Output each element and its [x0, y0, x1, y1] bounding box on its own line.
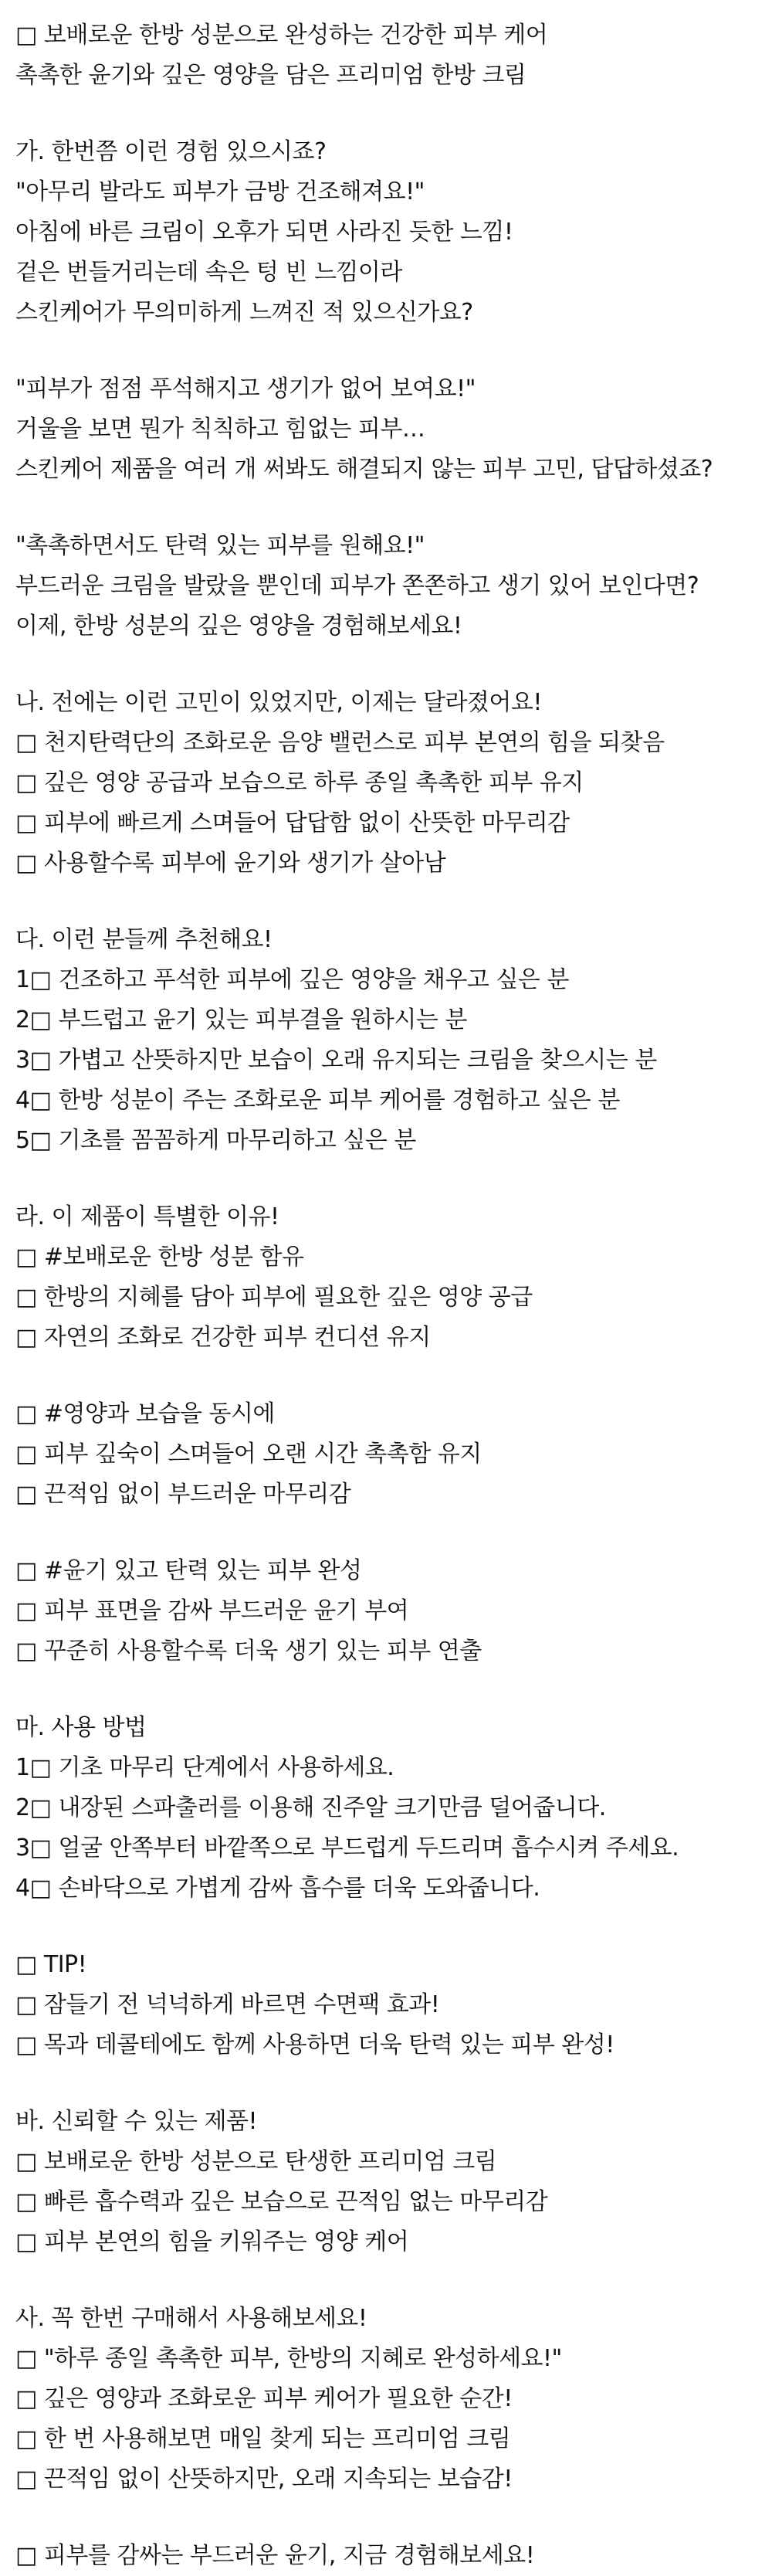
text-line: 촉촉한 윤기와 깊은 영양을 담은 프리미엄 한방 크림 [15, 62, 527, 89]
text-block [15, 526, 772, 647]
text-line: □ 잠들기 전 넉넉하게 바르면 수면팩 효과! [15, 1991, 440, 2018]
text-line: 3□ 가볍고 산뜻하지만 보습이 오래 유지되는 크림을 찾으시는 분 [15, 1047, 657, 1074]
text-block [15, 920, 772, 1161]
text-line: 2□ 내장된 스파출러를 이용해 진주알 크기만큼 덜어줍니다. [15, 1794, 606, 1821]
text-line: 4□ 손바닥으로 가볍게 감싸 흡수를 더욱 도와줍니다. [15, 1875, 540, 1902]
text-line: □ 꾸준히 사용할수록 더욱 생기 있는 피부 연출 [15, 1638, 482, 1665]
text-line: 스킨케어가 무의미하게 느껴진 적 있으신가요? [15, 299, 473, 326]
text-line: 2□ 부드럽고 윤기 있는 피부결을 원하시는 분 [15, 1006, 467, 1033]
text-line: □ "하루 종일 촉촉한 피부, 한방의 지혜로 완성하세요!" [15, 2345, 562, 2372]
text-line: □ 끈적임 없이 부드러운 마무리감 [15, 1481, 351, 1508]
text-line: □ 피부 표면을 감싸 부드러운 윤기 부여 [15, 1597, 409, 1624]
text-line: 거울을 보면 뭔가 칙칙하고 힘없는 피부… [15, 416, 425, 443]
text-line: □ #윤기 있고 탄력 있는 피부 완성 [15, 1557, 362, 1584]
text-line: □ 목과 데콜테에도 함께 사용하면 더욱 탄력 있는 피부 완성! [15, 2031, 615, 2058]
text-block [15, 15, 772, 96]
text-line: 사. 꼭 한번 구매해서 사용해보세요! [15, 2305, 367, 2332]
text-block [15, 1394, 772, 1515]
text-line: 아침에 바른 크림이 오후가 되면 사라진 듯한 느낌! [15, 219, 513, 246]
text-line: 마. 사용 방법 [15, 1714, 147, 1741]
text-line: □ 피부 깊숙이 스며들어 오랜 시간 촉촉함 유지 [15, 1441, 482, 1468]
text-block [15, 1551, 772, 1672]
text-line: □ 보배로운 한방 성분으로 탄생한 프리미엄 크림 [15, 2148, 497, 2175]
text-line: "촉촉하면서도 탄력 있는 피부를 원해요!" [15, 532, 425, 559]
text-line: 가. 한번쯤 이런 경험 있으시죠? [15, 138, 327, 165]
text-line: □ 깊은 영양 공급과 보습으로 하루 종일 촉촉한 피부 유지 [15, 769, 584, 796]
text-line: 이제, 한방 성분의 깊은 영양을 경험해보세요! [15, 613, 462, 640]
text-line: 3□ 얼굴 안쪽부터 바깥쪽으로 부드럽게 두드리며 흡수시켜 주세요. [15, 1834, 679, 1862]
text-line: □ 천지탄력단의 조화로운 음양 밸런스로 피부 본연의 힘을 되찾음 [15, 729, 665, 756]
text-line: 1□ 건조하고 푸석한 피부에 깊은 영양을 채우고 싶은 분 [15, 966, 569, 993]
text-line: 나. 전에는 이런 고민이 있었지만, 이제는 달라졌어요! [15, 689, 542, 716]
text-line: □ #보배로운 한방 성분 함유 [15, 1244, 304, 1271]
text-line: 다. 이런 분들께 추천해요! [15, 926, 273, 953]
text-line: 5□ 기초를 꼼꼼하게 마무리하고 싶은 분 [15, 1127, 416, 1154]
text-line: □ TIP! [15, 1951, 87, 1978]
text-line: □ 한방의 지혜를 담아 피부에 필요한 깊은 영양 공급 [15, 1284, 533, 1311]
text-block [15, 2536, 772, 2576]
text-line: "아무리 발라도 피부가 금방 건조해져요!" [15, 178, 425, 205]
text-block [15, 132, 772, 333]
text-line: 겉은 번들거리는데 속은 텅 빈 느낌이라 [15, 259, 402, 286]
text-block [15, 2299, 772, 2500]
text-block [15, 369, 772, 490]
text-line: □ 자연의 조화로 건강한 피부 컨디션 유지 [15, 1324, 431, 1351]
text-line: □ 끈적임 없이 산뜻하지만, 오래 지속되는 보습감! [15, 2466, 513, 2493]
text-line: □ 피부를 감싸는 부드러운 윤기, 지금 경험해보세요! [15, 2542, 535, 2569]
text-line: □ 사용할수록 피부에 윤기와 생기가 살아남 [15, 850, 446, 877]
text-block [15, 1197, 772, 1358]
text-line: "피부가 점점 푸석해지고 생기가 없어 보여요!" [15, 375, 476, 402]
text-block [15, 1708, 772, 1909]
text-line: 스킨케어 제품을 여러 개 써봐도 해결되지 않는 피부 고민, 답답하셨죠? [15, 456, 713, 483]
text-line: □ 피부 본연의 힘을 키워주는 영양 케어 [15, 2228, 409, 2255]
text-block [15, 683, 772, 884]
text-block [15, 1945, 772, 2065]
text-line: 부드러운 크림을 발랐을 뿐인데 피부가 쫀쫀하고 생기 있어 보인다면? [15, 572, 699, 599]
text-block [15, 2102, 772, 2262]
text-line: □ 깊은 영양과 조화로운 피부 케어가 필요한 순간! [15, 2385, 513, 2412]
text-line: 바. 신뢰할 수 있는 제품! [15, 2108, 258, 2135]
text-line: □ 보배로운 한방 성분으로 완성하는 건강한 피부 케어 [15, 22, 548, 49]
text-line: □ 빠른 흡수력과 깊은 보습으로 끈적임 없는 마무리감 [15, 2188, 548, 2215]
text-line: □ 피부에 빠르게 스며들어 답답함 없이 산뜻한 마무리감 [15, 809, 570, 837]
text-line: □ 한 번 사용해보면 매일 찾게 되는 프리미엄 크림 [15, 2425, 511, 2452]
text-line: 1□ 기초 마무리 단계에서 사용하세요. [15, 1754, 394, 1781]
text-line: 4□ 한방 성분이 주는 조화로운 피부 케어를 경험하고 싶은 분 [15, 1087, 620, 1114]
text-line: 라. 이 제품이 특별한 이유! [15, 1203, 279, 1230]
text-line: □ #영양과 보습을 동시에 [15, 1400, 275, 1427]
